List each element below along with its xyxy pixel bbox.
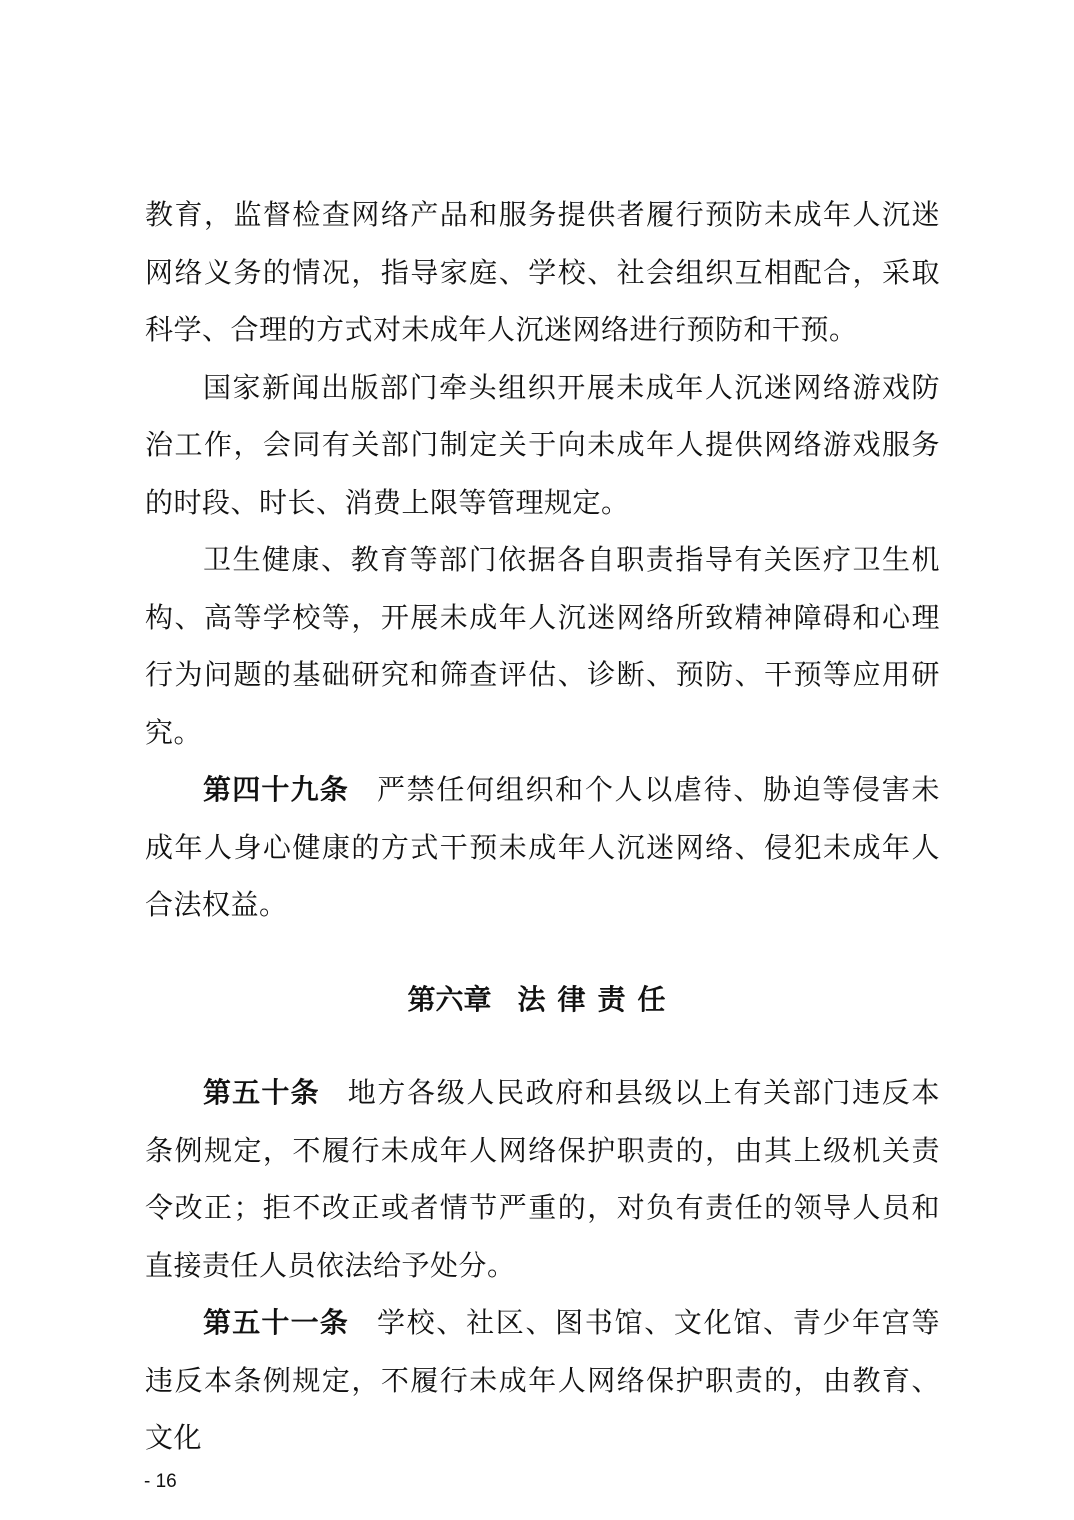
paragraph-health-education xyxy=(145,531,940,761)
paragraph-text: 教育，监督检查网络产品和服务提供者履行预防未成年人沉迷网络义务的情况，指导家庭、学校、社会组织互相配合，采取科学、合理的方式对未成年人沉迷网络进行预防和干预。 xyxy=(145,198,940,346)
article-number: 第四十九条 xyxy=(203,773,349,806)
page-number: - 16 xyxy=(144,1471,177,1492)
paragraph-press-publication xyxy=(145,359,940,532)
article-text: 严禁任何组织和个人以虐待、胁迫等侵害未成年人身心健康的方式干预未成年人沉迷网络、侵犯未成年人合法权益。 xyxy=(145,773,940,921)
article-text: 学校、社区、图书馆、文化馆、青少年宫等违反本条例规定，不履行未成年人网络保护职责的，由教育、文化 xyxy=(145,1306,940,1454)
article-number: 第五十条 xyxy=(203,1076,320,1109)
chapter-heading xyxy=(145,971,940,1029)
paragraph-text: 国家新闻出版部门牵头组织开展未成年人沉迷网络游戏防治工作，会同有关部门制定关于向未成年人提供网络游戏服务的时段、时长、消费上限等管理规定。 xyxy=(145,370,940,519)
article-50 xyxy=(145,1064,940,1294)
chapter-name: 法律责任 xyxy=(517,982,678,1016)
chapter-number: 第六章 xyxy=(407,982,492,1016)
article-49 xyxy=(145,761,940,934)
paragraph-continuation xyxy=(145,186,940,359)
article-text: 地方各级人民政府和县级以上有关部门违反本条例规定，不履行未成年人网络保护职责的，由其上级机关责令改正；拒不改正或者情节严重的，对负有责任的领导人员和直接责任人员依法给予处分。 xyxy=(145,1076,940,1282)
paragraph-text: 卫生健康、教育等部门依据各自职责指导有关医疗卫生机构、高等学校等，开展未成年人沉迷网络所致精神障碍和心理行为问题的基础研究和筛查评估、诊断、预防、干预等应用研究。 xyxy=(145,543,940,749)
article-51 xyxy=(145,1294,940,1467)
article-number: 第五十一条 xyxy=(203,1306,349,1339)
document-body xyxy=(145,186,940,1467)
